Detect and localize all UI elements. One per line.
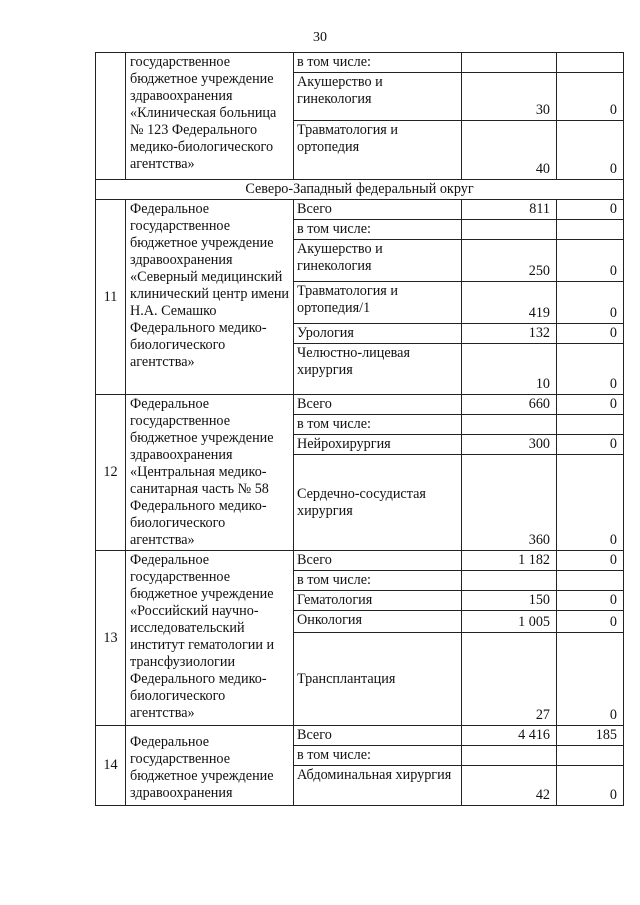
- organization-cell: Федеральное государственное бюджетное учреждение здравоохранения «Северный медицинский клинический центр имени Н.А. Семашко Федерального медико-биологического агентства»: [126, 200, 294, 395]
- row-number-cell: [96, 53, 126, 180]
- specialty-cell: Трансплантация: [294, 633, 462, 726]
- page-number: 30: [313, 30, 327, 45]
- specialty-cell: Всего: [294, 200, 462, 220]
- value-cell: 0: [557, 551, 624, 571]
- value-cell: 42: [462, 766, 557, 806]
- value-cell: 360: [462, 455, 557, 551]
- value-cell: [557, 415, 624, 435]
- specialty-cell: Нейрохирургия: [294, 435, 462, 455]
- value-cell: [462, 415, 557, 435]
- value-cell: 30: [462, 73, 557, 121]
- specialty-cell: в том числе:: [294, 746, 462, 766]
- value-cell: 1 005: [462, 611, 557, 633]
- value-cell: [462, 220, 557, 240]
- value-cell: 0: [557, 591, 624, 611]
- value-cell: [462, 53, 557, 73]
- specialty-cell: Всего: [294, 551, 462, 571]
- value-cell: 0: [557, 633, 624, 726]
- specialty-cell: Травматология и ортопедия: [294, 121, 462, 180]
- value-cell: 0: [557, 282, 624, 324]
- specialty-cell: в том числе:: [294, 415, 462, 435]
- value-cell: 660: [462, 395, 557, 415]
- value-cell: 185: [557, 726, 624, 746]
- value-cell: 0: [557, 200, 624, 220]
- value-cell: 419: [462, 282, 557, 324]
- specialty-cell: Урология: [294, 324, 462, 344]
- value-cell: 0: [557, 455, 624, 551]
- value-cell: 0: [557, 344, 624, 395]
- specialty-cell: Челюстно-лицевая хирургия: [294, 344, 462, 395]
- row-number-cell: 12: [96, 395, 126, 551]
- value-cell: 811: [462, 200, 557, 220]
- value-cell: 0: [557, 324, 624, 344]
- organization-cell: государственное бюджетное учреждение здравоохранения «Клиническая больница № 123 Федерального медико-биологического агентства»: [126, 53, 294, 180]
- value-cell: 4 416: [462, 726, 557, 746]
- specialty-cell: Акушерство и гинекология: [294, 240, 462, 282]
- value-cell: 0: [557, 121, 624, 180]
- value-cell: [462, 746, 557, 766]
- value-cell: [557, 571, 624, 591]
- value-cell: 0: [557, 73, 624, 121]
- row-number-cell: 14: [96, 726, 126, 806]
- specialty-cell: Гематология: [294, 591, 462, 611]
- value-cell: 132: [462, 324, 557, 344]
- table-row: [96, 200, 624, 220]
- organization-cell: Федеральное государственное бюджетное учреждение здравоохранения: [126, 726, 294, 806]
- value-cell: 300: [462, 435, 557, 455]
- value-cell: 0: [557, 611, 624, 633]
- value-cell: [557, 220, 624, 240]
- value-cell: 150: [462, 591, 557, 611]
- specialty-cell: Травматология и ортопедия/1: [294, 282, 462, 324]
- value-cell: 0: [557, 435, 624, 455]
- specialty-cell: в том числе:: [294, 220, 462, 240]
- organization-cell: Федеральное государственное бюджетное учреждение здравоохранения «Центральная медико-санитарная часть № 58 Федерального медико-биологического агентства»: [126, 395, 294, 551]
- specialty-cell: Акушерство и гинекология: [294, 73, 462, 121]
- specialty-cell: Сердечно-сосудистая хирургия: [294, 455, 462, 551]
- value-cell: [557, 746, 624, 766]
- specialty-cell: Онкология: [294, 611, 462, 633]
- organization-cell: Федеральное государственное бюджетное учреждение «Российский научно-исследовательский институт гематологии и трансфузиологии Федерального медико-биологического агентства»: [126, 551, 294, 726]
- specialty-cell: Всего: [294, 726, 462, 746]
- value-cell: 0: [557, 395, 624, 415]
- distribution-table: [95, 52, 624, 806]
- table-row: [96, 53, 624, 73]
- value-cell: [462, 571, 557, 591]
- specialty-cell: в том числе:: [294, 53, 462, 73]
- value-cell: 27: [462, 633, 557, 726]
- value-cell: 40: [462, 121, 557, 180]
- row-number-cell: 11: [96, 200, 126, 395]
- specialty-cell: Всего: [294, 395, 462, 415]
- value-cell: 0: [557, 240, 624, 282]
- value-cell: 250: [462, 240, 557, 282]
- value-cell: 1 182: [462, 551, 557, 571]
- table-row: [96, 551, 624, 571]
- district-header: Северо-Западный федеральный округ: [96, 180, 624, 200]
- value-cell: [557, 53, 624, 73]
- row-number-cell: 13: [96, 551, 126, 726]
- table-row: [96, 180, 624, 200]
- table-row: [96, 395, 624, 415]
- specialty-cell: в том числе:: [294, 571, 462, 591]
- value-cell: 10: [462, 344, 557, 395]
- specialty-cell: Абдоминальная хирургия: [294, 766, 462, 806]
- value-cell: 0: [557, 766, 624, 806]
- table-row: [96, 726, 624, 746]
